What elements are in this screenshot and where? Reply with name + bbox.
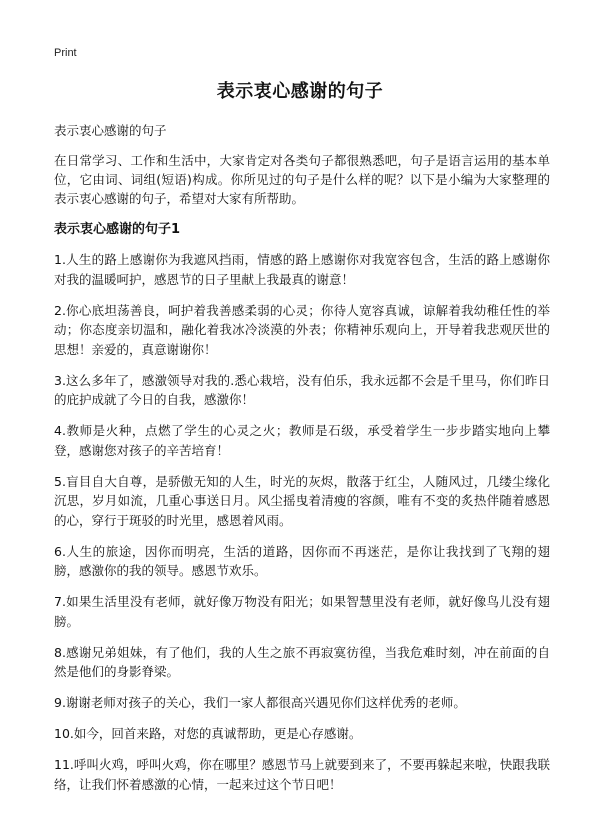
list-item: 4.教师是火种，点燃了学生的心灵之火；教师是石级，承受着学生一步步踏实地向上攀登，感谢您对孩子的辛苦培育！ bbox=[54, 423, 550, 458]
list-item: 2.你心底坦荡善良，呵护着我善感柔弱的心灵；你待人宽容真诚，谅解着我幼稚任性的举动；你态度亲切温和，融化着我冰冷淡漠的外表；你精神乐观向上，开导着我悲观厌世的思想！亲爱的，真意谢谢你！ bbox=[54, 302, 550, 357]
print-link[interactable]: Print bbox=[54, 47, 77, 59]
list-item: 1.人生的路上感谢你为我遮风挡雨，情感的路上感谢你对我宽容包含，生活的路上感谢你对我的温暖呵护，感恩节的日子里献上我最真的谢意！ bbox=[54, 252, 550, 287]
article-subtitle: 表示衷心感谢的句子 bbox=[54, 123, 167, 138]
article-body bbox=[54, 121, 550, 806]
list-item: 6.人生的旅途，因你而明亮，生活的道路，因你而不再迷茫，是你让我找到了飞翔的翅膀，感激你的我的领导。感恩节欢乐。 bbox=[54, 543, 550, 578]
list-item: 10.如今，回首来路，对您的真诚帮助，更是心存感谢。 bbox=[54, 726, 362, 741]
page-title: 表示衷心感谢的句子 bbox=[216, 81, 384, 102]
section-heading: 表示衷心感谢的句子1 bbox=[54, 222, 181, 237]
list-item: 5.盲目自大自尊，是骄傲无知的人生，时光的灰烬，散落于红尘，人随风过，几缕尘缘化沉思，岁月如流，几重心事送日月。风尘摇曳着清瘦的容颜，唯有不变的炙热伴随着感恩的心，穿行于斑驳的时光里，感恩着风雨。 bbox=[54, 473, 550, 528]
list-item: 9.谢谢老师对孩子的关心，我们一家人都很高兴遇见你们这样优秀的老师。 bbox=[54, 695, 466, 710]
intro-paragraph: 在日常学习、工作和生活中，大家肯定对各类句子都很熟悉吧，句子是语言运用的基本单位，它由词、词组(短语)构成。你所见过的句子是什么样的呢？以下是小编为大家整理的表示衷心感谢的句子，希望对大家有所帮助。 bbox=[54, 153, 550, 206]
list-item: 3.这么多年了，感激领导对我的.悉心栽培，没有伯乐，我永远都不会是千里马，你们昨日的庇护成就了今日的自我，感激你！ bbox=[54, 372, 550, 407]
list-item: 8.感谢兄弟姐妹，有了他们，我的人生之旅不再寂寞彷徨，当我危难时刻，冲在前面的自然是他们的身影脊梁。 bbox=[54, 644, 550, 679]
list-item: 7.如果生活里没有老师，就好像万物没有阳光；如果智慧里没有老师，就好像鸟儿没有翅膀。 bbox=[54, 594, 550, 629]
list-item: 11.呼叫火鸡，呼叫火鸡，你在哪里？感恩节马上就要到来了，不要再躲起来啦，快跟我联络，让我们怀着感激的心情，一起来过这个节日吧！ bbox=[54, 757, 550, 792]
